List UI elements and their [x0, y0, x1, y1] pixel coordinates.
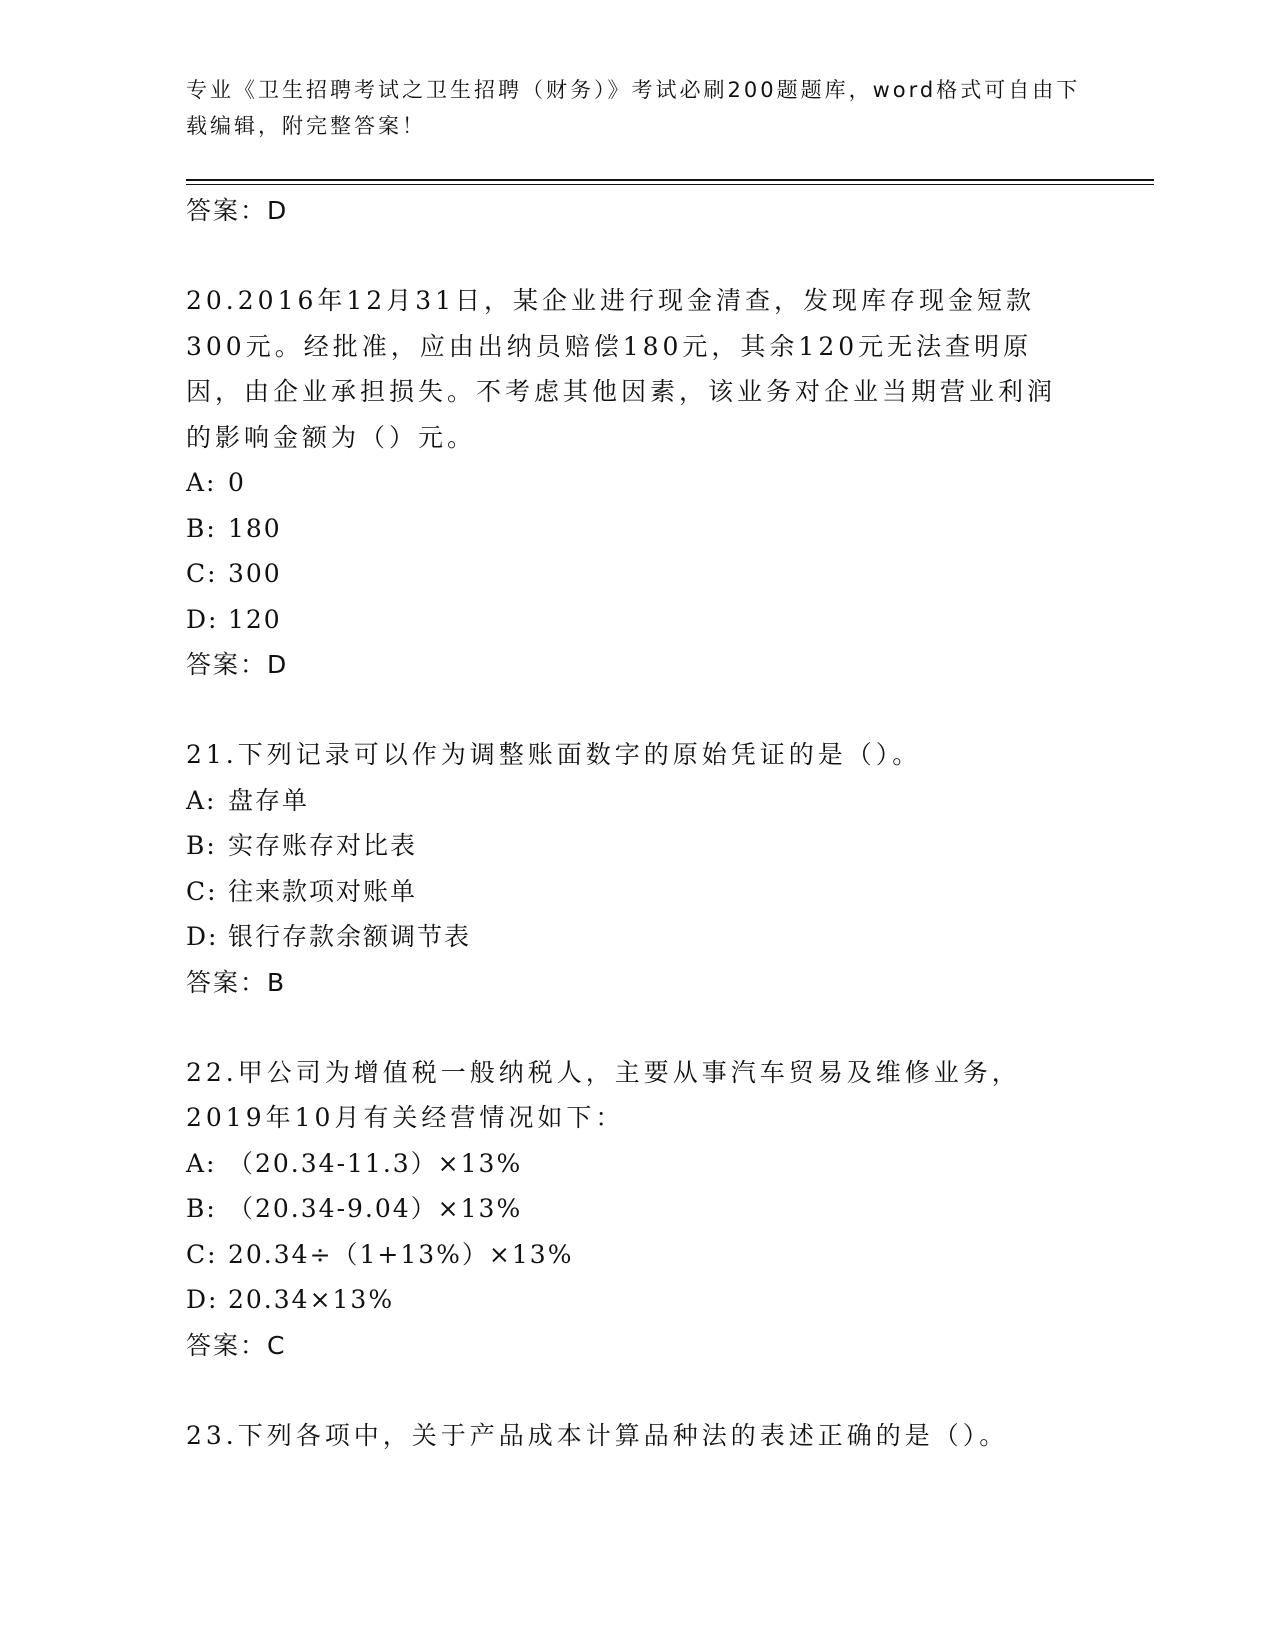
option-text: 银行存款余额调节表: [228, 922, 472, 951]
answer: 答案：C: [186, 1330, 287, 1360]
option-label: D:: [186, 604, 219, 634]
question-22: [186, 1050, 1086, 1368]
option-text: 0: [228, 468, 246, 497]
option-a: [186, 778, 1086, 824]
option-text: （20.34-9.04）×13%: [228, 1194, 523, 1223]
option-text: 实存账存对比表: [228, 831, 418, 860]
option-d: [186, 597, 1086, 643]
answer: 答案：B: [186, 967, 287, 997]
option-label: A:: [186, 785, 217, 815]
answer: 答案：D: [186, 650, 289, 679]
option-label: D:: [186, 1285, 219, 1314]
option-label: B:: [186, 831, 217, 860]
option-d: [186, 914, 1086, 960]
document-body: [186, 188, 1086, 1458]
option-d: [186, 1277, 1086, 1323]
option-c: [186, 551, 1086, 597]
option-a: [186, 1141, 1086, 1187]
option-text: 180: [228, 513, 282, 543]
option-label: B:: [186, 513, 217, 543]
option-text: 20.34×13%: [228, 1285, 395, 1314]
option-a: [186, 460, 1086, 506]
option-c: [186, 1232, 1086, 1278]
header-divider-thin: [186, 184, 1154, 185]
option-label: C:: [186, 876, 218, 906]
document-header: 专业《卫生招聘考试之卫生招聘（财务）》考试必刷200题题库，word格式可自由下载编辑，附完整答案！: [186, 78, 1081, 138]
option-label: C:: [186, 559, 218, 588]
question-text: 20.2016年12月31日，某企业进行现金清查，发现库存现金短款300元。经批准，应由出纳员赔偿180元，其余120元无法查明原因，由企业承担损失。不考虑其他因素，该业务对企业当期营业利润的影响金额为（）元。: [186, 286, 1057, 452]
option-text: 120: [228, 604, 282, 634]
question-23: [186, 1413, 1086, 1459]
option-text: 20.34÷（1+13%）×13%: [228, 1239, 574, 1269]
question-text: 21.下列记录可以作为调整账面数字的原始凭证的是（）。: [186, 740, 922, 769]
option-label: A:: [186, 468, 217, 497]
option-label: B:: [186, 1194, 217, 1223]
question-text: 23.下列各项中，关于产品成本计算品种法的表述正确的是（）。: [186, 1420, 1009, 1450]
option-text: 往来款项对账单: [228, 876, 418, 906]
option-c: [186, 869, 1086, 915]
answer-previous: 答案：D: [186, 196, 289, 225]
header-divider: [186, 179, 1154, 181]
option-text: 300: [228, 559, 282, 588]
question-text: 22.甲公司为增值税一般纳税人，主要从事汽车贸易及维修业务，2019年10月有关经营情况如下：: [186, 1057, 1021, 1132]
question-20: [186, 278, 1086, 687]
option-b: [186, 506, 1086, 552]
option-label: A:: [186, 1148, 217, 1178]
option-text: （20.34-11.3）×13%: [228, 1148, 523, 1178]
option-b: [186, 823, 1086, 869]
option-b: [186, 1186, 1086, 1232]
option-label: D:: [186, 922, 219, 951]
option-text: 盘存单: [228, 785, 310, 815]
question-21: [186, 732, 1086, 1005]
option-label: C:: [186, 1239, 218, 1269]
